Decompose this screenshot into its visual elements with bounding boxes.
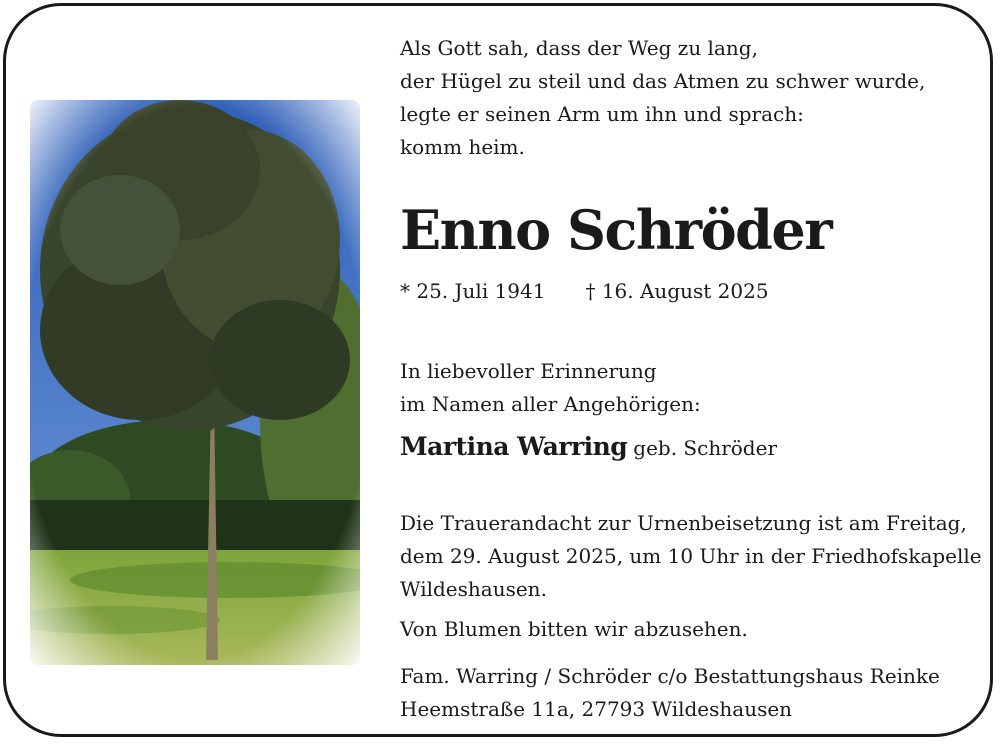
poem-line: legte er seinen Arm um ihn und sprach: (400, 102, 804, 126)
mourner (400, 432, 777, 461)
deceased-name: Enno Schröder (400, 198, 832, 262)
address-line: Heemstraße 11a, 27793 Wildeshausen (400, 697, 793, 721)
tree-photo (30, 100, 360, 665)
death-date: † 16. August 2025 (585, 279, 769, 303)
memory-line: im Namen aller Angehörigen: (400, 392, 701, 416)
service-line: Wildeshausen. (400, 577, 547, 601)
flowers-note: Von Blumen bitten wir abzusehen. (400, 617, 748, 641)
address-line: Fam. Warring / Schröder c/o Bestattungshaus Reinke (400, 664, 940, 688)
memory-text (400, 355, 701, 421)
mourner-maiden-name: geb. Schröder (633, 436, 778, 460)
service-line: Die Trauerandacht zur Urnenbeisetzung ist am Freitag, (400, 511, 967, 535)
memory-line: In liebevoller Erinnerung (400, 359, 657, 383)
mourner-name: Martina Warring (400, 432, 628, 461)
service-info (400, 507, 982, 606)
poem (400, 32, 925, 164)
poem-line: komm heim. (400, 135, 525, 159)
service-line: dem 29. August 2025, um 10 Uhr in der Friedhofskapelle (400, 544, 982, 568)
life-dates (400, 279, 769, 303)
contact-address (400, 660, 940, 726)
birth-date: * 25. Juli 1941 (400, 279, 546, 303)
poem-line: der Hügel zu steil und das Atmen zu schwer wurde, (400, 69, 926, 93)
poem-line: Als Gott sah, dass der Weg zu lang, (400, 36, 758, 60)
